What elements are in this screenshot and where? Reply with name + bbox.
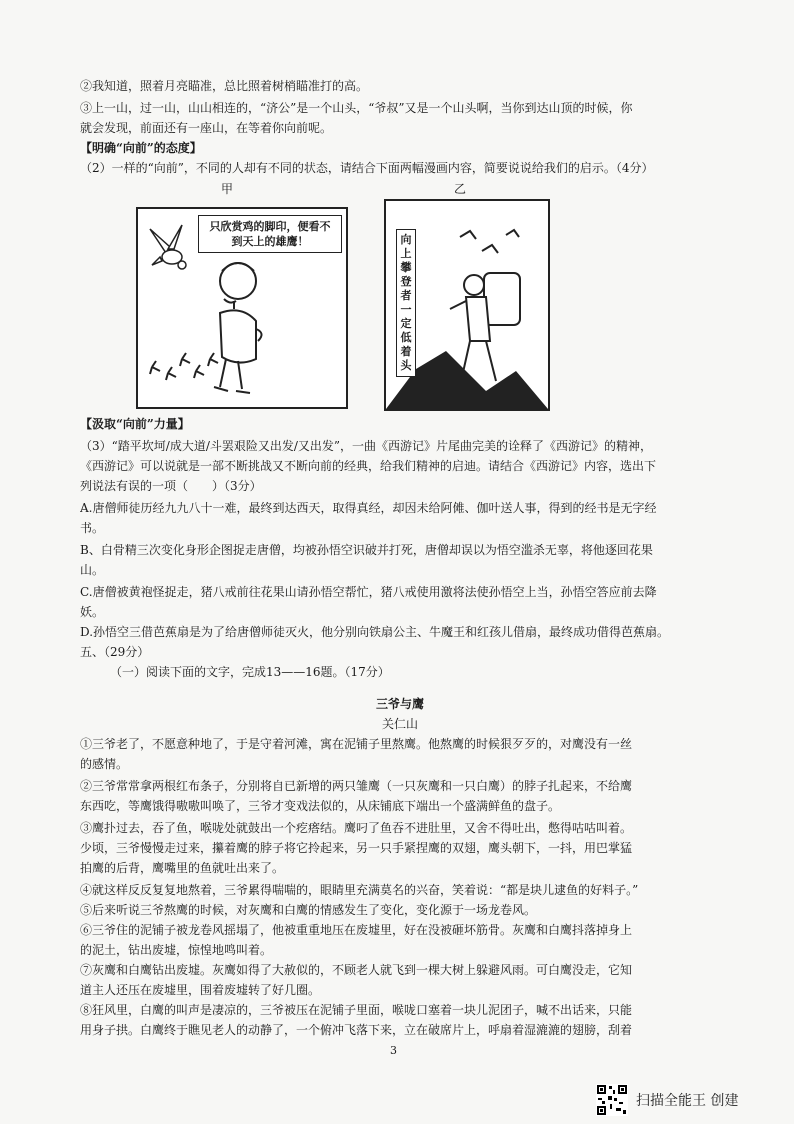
paragraph-line: 东西吃，等鹰饿得嗷嗷叫唤了，三爷才变戏法似的，从床铺底下端出一个盛满鲜鱼的盘子。 [80,799,561,813]
cartoon-b-caption: 向上攀登者一定低着头 [396,229,416,377]
paragraph-line: ⑤后来听说三爷熬鹰的时候，对灰鹰和白鹰的情感发生了变化，变化源于一场龙卷风。 [80,903,537,917]
paragraph-line: 的感情。 [80,757,129,771]
paragraph-line: 的泥土，钻出废墟，惊惶地鸣叫着。 [80,943,273,957]
option-a: 书。 [80,521,105,535]
paragraph-line: ⑥三爷住的泥铺子被龙卷风摇塌了，他被重重地压在废墟里，好在没被砸坏筋骨。灰鹰和白鹰抖落掉身上 [80,923,633,937]
paragraph-line: ⑦灰鹰和白鹰钻出废墟。灰鹰如得了大赦似的，不顾老人就飞到一棵大树上躲避风雨。可白鹰没走，它知 [80,963,633,977]
paragraph-line: 用身子拱。白鹰终于瞧见老人的动静了，一个俯冲飞落下来，立在破席片上，呼扇着湿漉漉的翅膀，刮着 [80,1023,633,1037]
cartoon-label-b: 乙 [454,182,467,196]
option-b: B、白骨精三次变化身形企图捉走唐僧，均被孙悟空识破并打死，唐僧却误以为悟空滥杀无辜，将他逐回花果 [80,543,653,557]
cartoon-panel-b [384,199,550,411]
option-c: 妖。 [80,605,105,619]
footprints [150,353,218,380]
option-b: 山。 [80,563,105,577]
paragraph-line: ④就这样反反复复地熬着，三爷累得喘喘的，眼睛里充满莫名的兴奋，笑着说：“都是块儿逮鱼的好料子。” [80,883,639,897]
paragraph-line: 道主人还压在废墟里，围着废墟转了好几圈。 [80,983,321,997]
section-five: 五、（29分） [80,645,150,659]
option-c: C.唐僧被黄袍怪捉走，猪八戒前往花果山请孙悟空帮忙，猪八戒使用激将法使孙悟空上当，孙悟空答应前去降 [80,585,657,599]
article-title: 三爷与鹰 [375,697,424,711]
text-line: ②我知道，照着月亮瞄准，总比照着树梢瞄准打的高。 [80,79,369,93]
paragraph-line: ①三爷老了，不愿意种地了，于是守着河滩，寓在泥铺子里熬鹰。他熬鹰的时候狠歹歹的，对鹰没有一丝 [80,737,633,751]
text-line: 就会发现，前面还有一座山，在等着你向前呢。 [80,121,333,135]
cartoon-panel-a [136,207,348,409]
question-3: 列说法有误的一项（ ）（3分） [80,479,262,493]
paragraph-line: 少顷，三爷慢慢走过来，攥着鹰的脖子将它拎起来，另一只手紧捏鹰的双翅，鹰头朝下，一抖，用巴掌猛 [80,841,633,855]
text-line: ③上一山，过一山，山山相连的，“济公”是一个山头，“爷叔”又是一个山头啊，当你到达山顶的时候，你 [80,101,633,115]
paragraph-line: ③鹰扑过去，吞了鱼，喉咙处就鼓出一个疙瘩结。鹰叼了鱼吞不进肚里，又舍不得吐出，憋得咕咕叫着。 [80,821,633,835]
section-five-part: （一）阅读下面的文字，完成13——16题。（17分） [110,665,390,679]
climber-figure [450,273,520,381]
question-2: （2）一样的“向前”，不同的人却有不同的状态，请结合下面两幅漫画内容，简要说说给我们的启示。（4分） [80,161,654,175]
paragraph-line: ⑧狂风里，白鹰的叫声是凄凉的，三爷被压在泥铺子里面，喉咙口塞着一块儿泥团子，喊不出话来，只能 [80,1003,633,1017]
scanner-brand: 扫描全能王 创建 [636,1093,739,1109]
birds [460,230,519,253]
option-a: A.唐僧师徒历经九九八十一难，最终到达西天，取得真经，却因未给阿傩、伽叶送人事，得到的经书是无字经 [80,501,657,515]
cartoon-label-a: 甲 [221,182,234,196]
eagle-icon [150,225,186,269]
question-3: （3）“踏平坎坷/成大道/斗罢艰险又出发/又出发”，一曲《西游记》片尾曲完美的诠释了《西游记》的精神， [80,439,653,453]
section-heading: 【汲取“向前”力量】 [80,417,190,431]
question-3: 《西游记》可以说就是一部不断挑战又不断向前的经典，给我们精神的启迪。请结合《西游记》内容，选出下 [80,459,657,473]
option-d: D.孙悟空三借芭蕉扇是为了给唐僧师徒灭火，他分别向铁扇公主、牛魔王和红孩儿借扇，最终成功借得芭蕉扇。 [80,625,670,639]
boy-figure [214,263,262,393]
paragraph-line: ②三爷常常拿两根红布条子，分别将自已新增的两只雏鹰（一只灰鹰和一只白鹰）的脖子扎起来，不给鹰 [80,779,633,793]
cartoon-a-speech: 只欣赏鸡的脚印，便看不到天上的雄鹰！ [198,215,342,253]
article-author: 关仁山 [381,717,418,731]
section-heading: 【明确“向前”的态度】 [80,141,202,155]
paragraph-line: 拍鹰的后背，鹰嘴里的鱼就吐出来了。 [80,861,285,875]
scanner-footer [596,1082,786,1118]
cartoon-a-drawing [138,209,346,407]
qr-code-icon [596,1084,628,1116]
page-number: 3 [390,1044,397,1057]
